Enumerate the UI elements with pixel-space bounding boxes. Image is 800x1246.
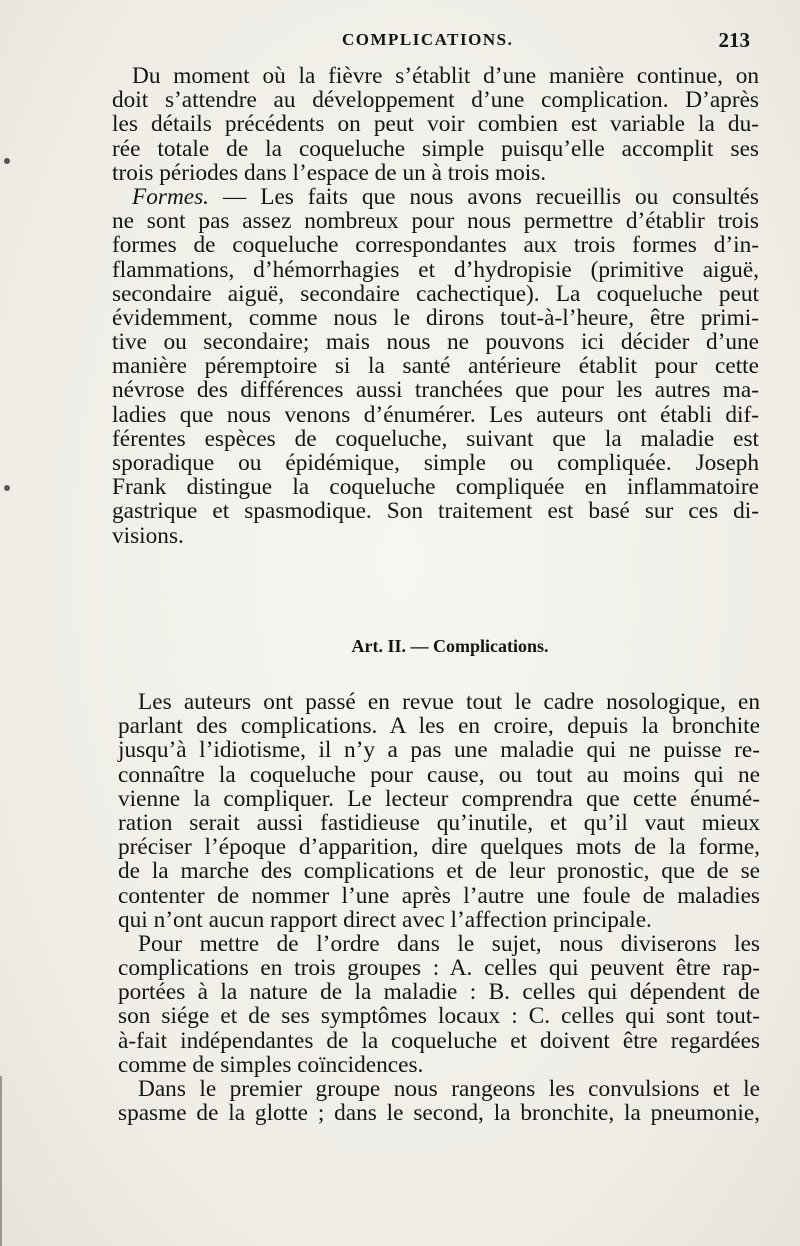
- text-line: préciser l’époque d’apparition, dire quelques mots de la forme,: [118, 834, 760, 861]
- text-line: ladies que nous venons d’énumérer. Les auteurs ont établi dif-: [112, 401, 759, 428]
- paragraph-fever: [112, 64, 759, 185]
- text-line: connaître la coqueluche pour cause, ou tout au moins qui ne: [118, 761, 760, 788]
- section-heading: Art. II. — Complications.: [351, 636, 549, 656]
- text-line: rée totale de la coqueluche simple puisqu’elle accomplit ses: [112, 135, 759, 162]
- text-line: trois périodes dans l’espace de un à trois mois.: [112, 159, 547, 186]
- text-line: Frank distingue la coqueluche compliquée en inflammatoire: [112, 474, 759, 501]
- running-title: COMPLICATIONS.: [342, 30, 514, 49]
- text-line: ne sont pas assez nombreux pour nous permettre d’établir trois: [112, 208, 759, 235]
- formes-first-line: — Les faits que nous avons recueillis ou consultés: [209, 183, 759, 210]
- paragraph-first-group: [118, 1077, 760, 1125]
- text-block-upper: [112, 64, 759, 548]
- paragraph-groups: [118, 932, 760, 1077]
- formes-lead: Formes.: [132, 183, 210, 210]
- text-line: à-fait indépendantes de la coqueluche et doivent être regardées: [118, 1027, 760, 1054]
- text-line: Pour mettre de l’ordre dans le sujet, nous diviserons les: [138, 930, 760, 957]
- text-line: névrose des différences aussi tranchées que pour les autres ma-: [112, 377, 759, 404]
- text-line: de la marche des complications et de leur pronostic, que de se: [118, 858, 760, 885]
- text-line: portées à la nature de la maladie : B. celles qui dépendent de: [118, 979, 760, 1006]
- text-line: évidemment, comme nous le dirons tout-à-l’heure, être primi-: [112, 304, 759, 331]
- margin-speck: [4, 485, 10, 491]
- text-line: [112, 185, 759, 209]
- text-line: spasme de la glotte ; dans le second, la bronchite, la pneumonie,: [118, 1100, 760, 1127]
- text-line: Du moment où la fièvre s’établit d’une manière continue, on: [132, 63, 759, 89]
- text-line: sporadique ou épidémique, simple ou compliquée. Joseph: [112, 450, 759, 476]
- text-line: jusqu’à l’idiotisme, il n’y a pas une maladie qui ne puisse re-: [118, 737, 760, 764]
- text-line: son siége et de ses symptômes locaux : C. celles qui sont tout-: [118, 1003, 760, 1030]
- paragraph-complications: [118, 690, 760, 932]
- page-number: 213: [718, 28, 750, 52]
- text-line: Les auteurs ont passé en revue tout le cadre nosologique, en: [138, 689, 760, 715]
- text-line: secondaire aiguë, secondaire cachectique). La coqueluche peut: [112, 280, 759, 307]
- margin-speck: [4, 158, 10, 164]
- page-header: [110, 28, 760, 58]
- text-line: visions.: [112, 522, 184, 549]
- text-line: férentes espèces de coqueluche, suivant que la maladie est: [112, 425, 759, 452]
- text-line: complications en trois groupes : A. celles qui peuvent être rap-: [118, 955, 760, 982]
- text-line: gastrique et spasmodique. Son traitement est basé sur ces di-: [112, 498, 759, 525]
- text-line: contenter de nommer l’une après l’autre une foule de maladies: [118, 882, 760, 909]
- text-line: tive ou secondaire; mais nous ne pouvons ici décider d’une: [112, 329, 759, 356]
- text-line: Dans le premier groupe nous rangeons les convulsions et le: [138, 1076, 760, 1102]
- text-line: qui n’ont aucun rapport direct avec l’affection principale.: [118, 906, 652, 933]
- page-edge-shadow: [0, 1076, 2, 1246]
- text-line: ration serait aussi fastidieuse qu’inutile, et qu’il vaut mieux: [118, 809, 760, 836]
- text-line: les détails précédents on peut voir combien est variable la du-: [112, 111, 759, 138]
- text-line: vienne la compliquer. Le lecteur comprendra que cette énumé-: [118, 785, 760, 812]
- text-line: flammations, d’hémorrhagies et d’hydropisie (primitive aiguë,: [112, 256, 759, 283]
- text-line: doit s’attendre au développement d’une complication. D’après: [112, 87, 759, 114]
- text-block-lower: [118, 690, 760, 1125]
- text-line: manière péremptoire si la santé antérieure établit pour cette: [112, 353, 759, 380]
- text-line: comme de simples coïncidences.: [118, 1051, 424, 1078]
- text-line: parlant des complications. A les en croire, depuis la bronchite: [118, 713, 760, 740]
- paragraph-formes: [112, 185, 759, 548]
- text-line: formes de coqueluche correspondantes aux trois formes d’in-: [112, 232, 759, 259]
